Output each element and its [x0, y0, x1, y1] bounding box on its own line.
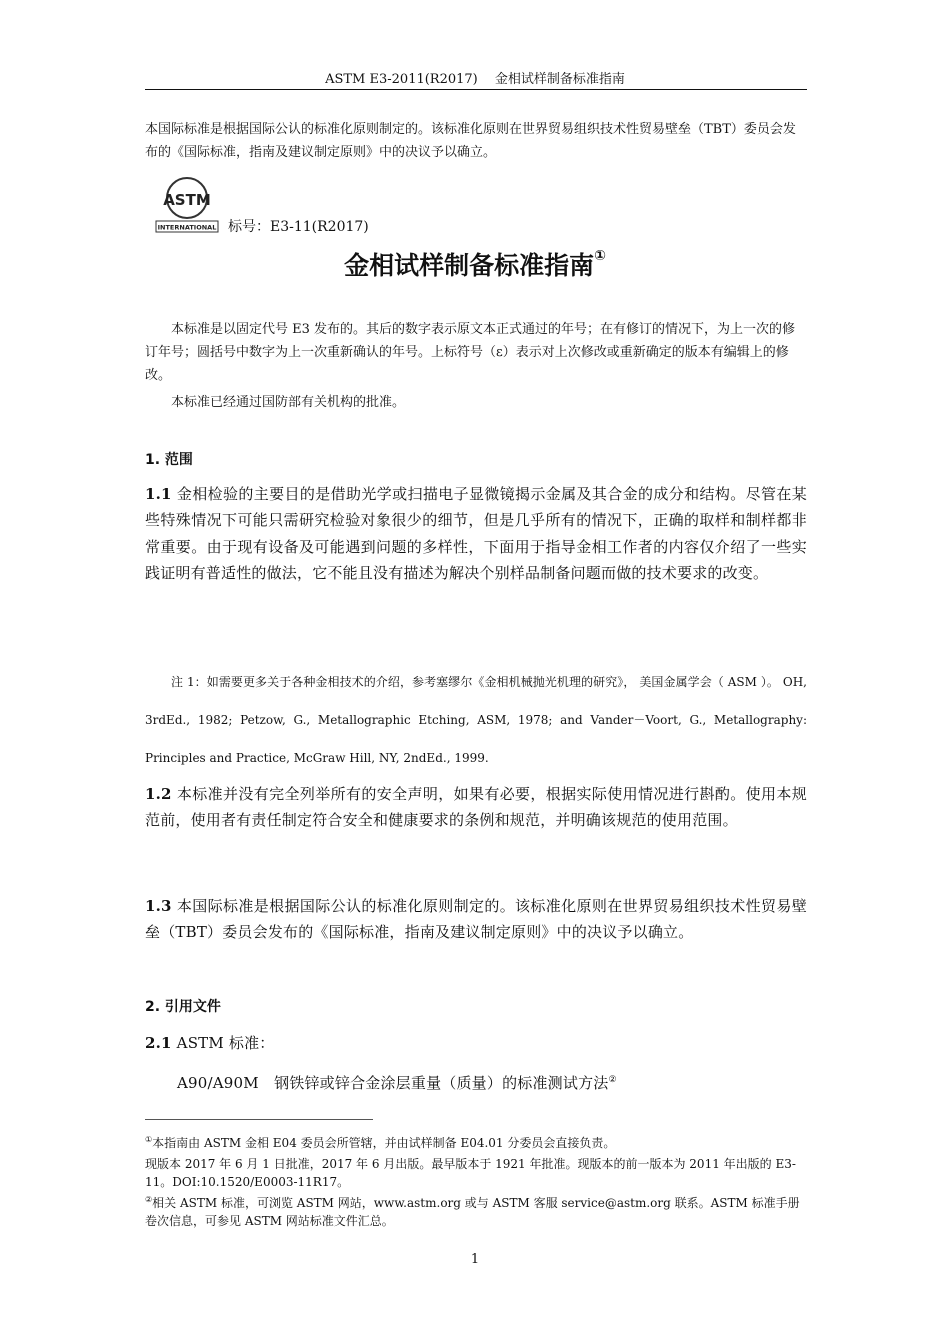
designation: 标号：E3-11(R2017)	[228, 219, 369, 235]
footnote-1	[145, 1131, 807, 1152]
clause-number: 1.1	[145, 485, 172, 503]
running-header: ASTM E3-2011(R2017) 金相试样制备标准指南	[325, 72, 625, 87]
title-text: 金相试样制备标准指南	[344, 251, 595, 280]
preamble-paragraph-2: 本标准已经通过国防部有关机构的批准。	[171, 395, 406, 410]
clause-text: ASTM 标准：	[171, 1034, 275, 1052]
reference-footnote-mark: ②	[608, 1075, 617, 1085]
clause-number: 1.3	[145, 897, 172, 915]
section-2-heading: 2. 引用文件	[145, 999, 221, 1015]
intro-paragraph: 本国际标准是根据国际公认的标准化原则制定的。该标准化原则在世界贸易组织技术性贸易壁垒（TBT）委员会发布的《国际标准，指南及建议制定原则》中的决议予以确立。	[145, 122, 796, 160]
footnote-text: 本指南由 ASTM 金相 E04 委员会所管辖，并由试样制备 E04.01 分委员会直接负责。	[152, 1136, 616, 1150]
footnote-1-continued: 现版本 2017 年 6 月 1 日批准，2017 年 6 月出版。最早版本于 1921 年批准。现版本的前一版本为 2011 年出版的 E3-11。DOI:10.1520/E0003-11R17。	[145, 1157, 796, 1189]
reference-code: A90/A90M	[177, 1074, 259, 1092]
header-divider	[145, 89, 807, 90]
footnote-mark: ②	[145, 1195, 153, 1204]
logo-sub-text: INTERNATIONAL	[157, 223, 217, 232]
preamble-paragraph-1: 本标准是以固定代号 E3 发布的。其后的数字表示原文本正式通过的年号；在有修订的情况下，为上一次的修订年号；圆括号中数字为上一次重新确认的年号。上标符号（ε）表示对上次修改或重新确定的版本有编辑上的修改。	[145, 322, 796, 383]
clause-1-2	[145, 781, 807, 833]
note-1: 注 1：如需要更多关于各种金相技术的介绍，参考塞缪尔《金相机械抛光机理的研究》， 美国金属学会（ ASM ）。 OH, 3rdEd., 1982; Petzow, G., Metallographic Etching, ASM, 1978; and Vander－Voort, G., Metallography: Principles and Practice, McGraw Hill, NY, 2ndEd., 1999.	[145, 675, 807, 765]
astm-international-logo	[155, 174, 219, 234]
clause-1-3	[145, 893, 807, 945]
document-title	[0, 246, 950, 282]
footnote-2	[145, 1191, 807, 1230]
clause-text: 金相检验的主要目的是借助光学或扫描电子显微镜揭示金属及其合金的成分和结构。尽管在某些特殊情况下可能只需研究检验对象很少的细节，但是几乎所有的情况下，正确的取样和制样都非常重要。由于现有设备及可能遇到问题的多样性，下面用于指导金相工作者的内容仅介绍了一些实践证明有普适性的做法，它不能且没有描述为解决个别样品制备问题而做的技术要求的改变。	[145, 485, 807, 583]
footnote-mark: ①	[145, 1135, 153, 1144]
clause-1-1	[145, 481, 807, 587]
clause-number: 1.2	[145, 785, 172, 803]
section-1-heading: 1. 范围	[145, 452, 193, 468]
footnote-divider	[145, 1119, 373, 1120]
astm-logo-icon	[155, 174, 219, 234]
clause-number: 2.1	[145, 1034, 172, 1052]
reference-title: 钢铁锌或锌合金涂层重量（质量）的标准测试方法	[274, 1074, 609, 1092]
clause-2-1	[145, 1030, 807, 1056]
reference-item	[177, 1067, 807, 1096]
clause-text: 本国际标准是根据国际公认的标准化原则制定的。该标准化原则在世界贸易组织技术性贸易壁垒（TBT）委员会发布的《国际标准，指南及建议制定原则》中的决议予以确立。	[145, 897, 807, 941]
footnote-text: 相关 ASTM 标准，可浏览 ASTM 网站，www.astm.org 或与 ASTM 客服 service@astm.org 联系。ASTM 标准手册卷次信息，可参见 ASTM 网站标准文件汇总。	[145, 1196, 800, 1228]
clause-text: 本标准并没有完全列举所有的安全声明，如果有必要，根据实际使用情况进行斟酌。使用本规范前，使用者有责任制定符合安全和健康要求的条例和规范，并明确该规范的使用范围。	[145, 785, 807, 829]
title-footnote-mark: ①	[594, 248, 606, 264]
page-number: 1	[470, 1252, 480, 1267]
logo-mark-text: ASTM	[163, 191, 211, 209]
